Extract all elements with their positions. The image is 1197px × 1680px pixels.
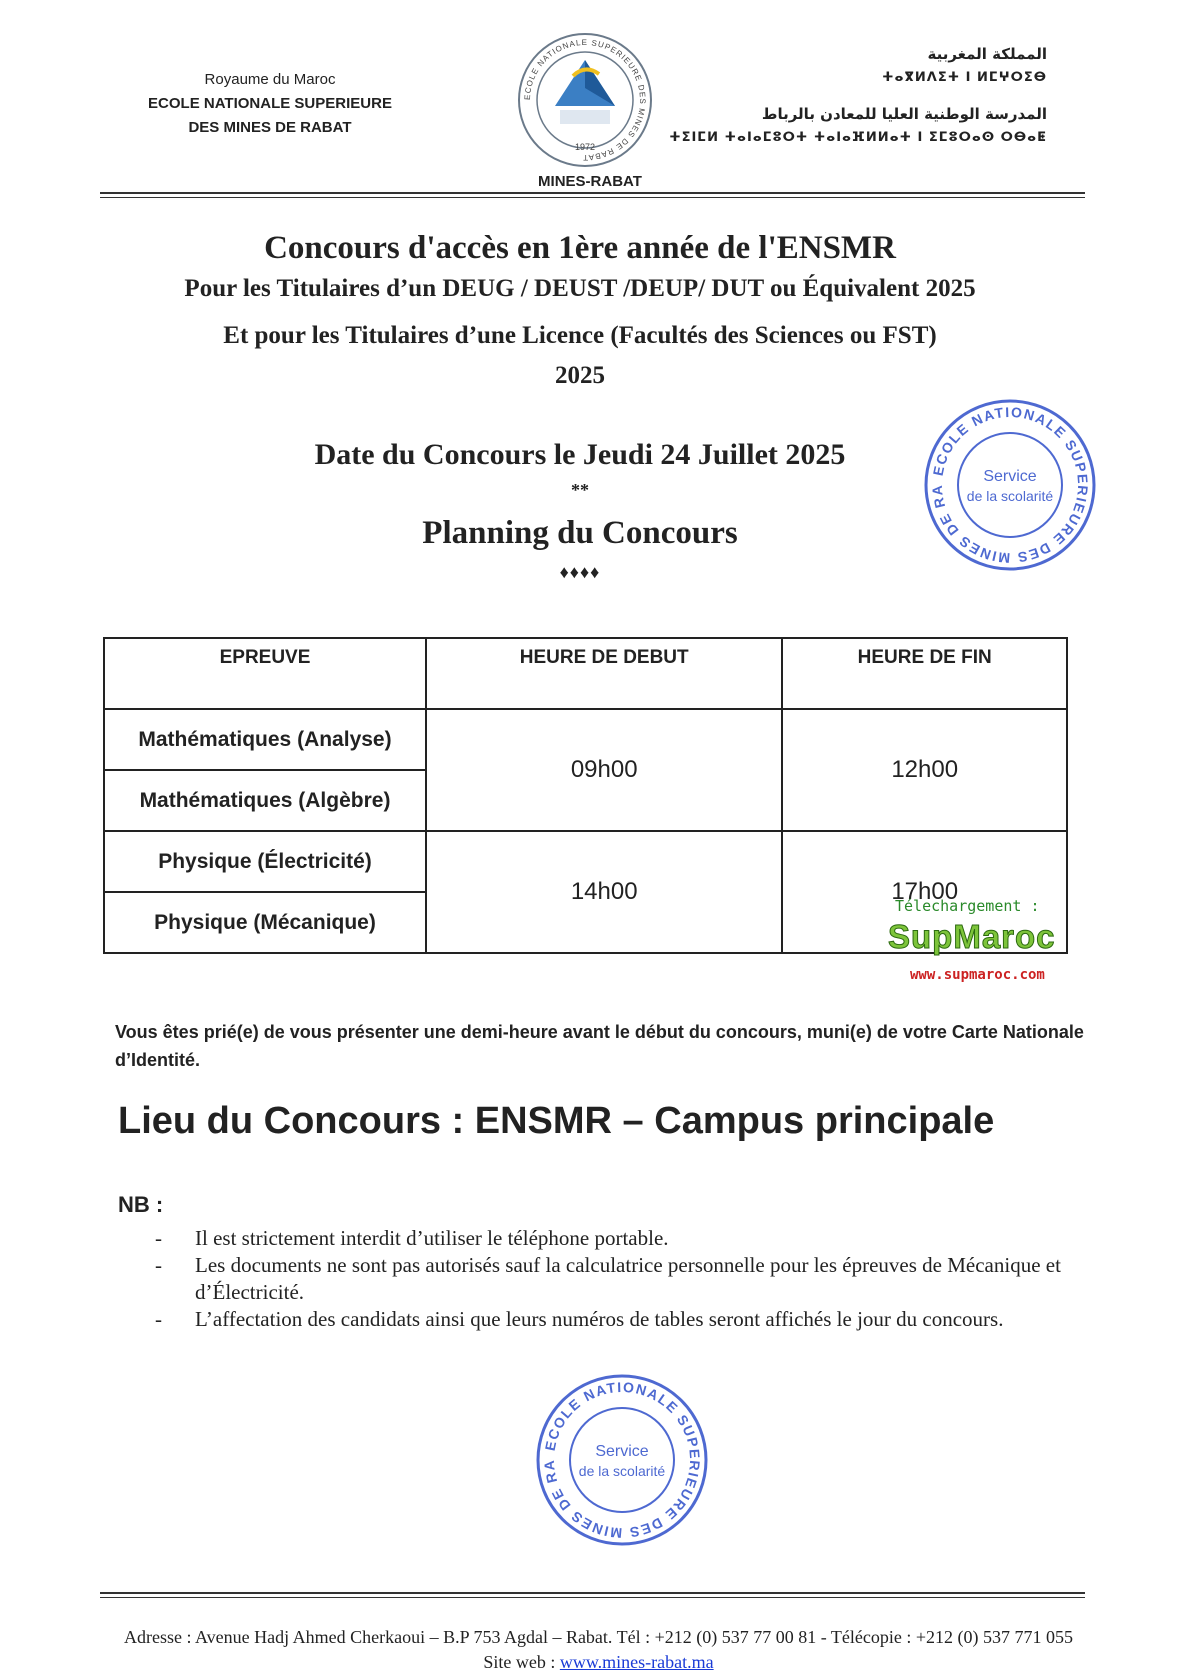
header-divider-thin xyxy=(100,197,1085,198)
epreuve-cell: Physique (Mécanique) xyxy=(104,892,426,953)
footer-site xyxy=(0,1652,1197,1673)
stamp-ring-text: ECOLE NATIONALE SUPERIEURE DES MINES DE RA xyxy=(540,1378,704,1542)
fin-cell: 12h00 xyxy=(782,709,1067,831)
header-arabic xyxy=(667,42,1047,150)
logo-year: 1972 xyxy=(574,142,596,152)
school-name-line1: ECOLE NATIONALE SUPERIEURE xyxy=(148,95,392,112)
page-title: Concours d'accès en 1ère année de l'ENSMR xyxy=(264,230,896,266)
header-divider xyxy=(100,192,1085,194)
watermark-url[interactable]: www.supmaroc.com xyxy=(910,967,1045,983)
school-name-line2: DES MINES DE RABAT xyxy=(188,119,352,136)
planning-title: Planning du Concours xyxy=(422,515,738,551)
logo-ring-text: ECOLE NATIONALE SUPERIEURE DES MINES DE RABAT xyxy=(522,37,648,163)
stamp-ring-text: ECOLE NATIONALE SUPERIEURE DES MINES DE RA xyxy=(928,403,1092,567)
debut-cell: 09h00 xyxy=(426,709,782,831)
epreuve-cell: Physique (Électricité) xyxy=(104,831,426,892)
stamp-center-line1: Service xyxy=(983,468,1037,485)
footer-address: Adresse : Avenue Hadj Ahmed Cherkaoui – B.P 753 Agdal – Rabat. Tél : +212 (0) 537 77 00 81 - Télécopie : +212 (0) 537 771 055 xyxy=(124,1627,1073,1647)
nb-label: NB : xyxy=(118,1192,164,1217)
list-item: - L’affectation des candidats ainsi que leurs numéros de tables seront affichés le jour du concours. xyxy=(150,1306,1090,1333)
watermark-brand-logo: SupMaroc xyxy=(888,918,1056,955)
footer-site-label: Site web : xyxy=(483,1652,560,1672)
epreuve-cell: Mathématiques (Analyse) xyxy=(104,709,426,770)
subtitle-licence: Et pour les Titulaires d’une Licence (Facultés des Sciences ou FST) xyxy=(223,322,937,349)
subtitle-year: 2025 xyxy=(555,362,605,389)
epreuve-cell: Mathématiques (Algèbre) xyxy=(104,770,426,831)
watermark-label: Télechargement : xyxy=(895,897,1040,915)
list-item: - Il est strictement interdit d’utiliser le téléphone portable. xyxy=(150,1225,1090,1252)
stamp-center-line1: Service xyxy=(595,1443,649,1460)
stamp-center-line2: de la scolarité xyxy=(966,488,1054,504)
stamp-bottom xyxy=(532,1370,712,1555)
nb-list xyxy=(150,1225,1090,1333)
stamp-icon xyxy=(532,1370,712,1550)
footer-site-link[interactable]: www.mines-rabat.ma xyxy=(559,1652,714,1672)
separator-stars: ** xyxy=(571,480,589,500)
table-header-row xyxy=(104,638,1067,709)
stamp-top xyxy=(920,395,1100,580)
exam-date: Date du Concours le Jeudi 24 Juillet 2025 xyxy=(314,438,846,471)
fin-cell: 17h00 xyxy=(782,831,1067,953)
header-french xyxy=(120,68,420,140)
notice-text: Vous êtes prié(e) de vous présenter une demi-heure avant le début du concours, muni(e) de votre Carte Nationale d’Identité. xyxy=(115,1022,1084,1070)
logo-caption: MINES-RABAT xyxy=(538,173,642,190)
school-logo xyxy=(515,28,655,173)
table-row xyxy=(104,709,1067,770)
school-logo-icon xyxy=(515,28,655,173)
table-row xyxy=(104,831,1067,892)
column-header-fin: HEURE DE FIN xyxy=(782,638,1067,709)
stamp-icon xyxy=(920,395,1100,575)
debut-cell: 14h00 xyxy=(426,831,782,953)
kingdom-label: Royaume du Maroc xyxy=(204,71,336,88)
kingdom-label-tif: ⵜⴰⴳⵍⴷⵉⵜ ⵏ ⵍⵎⵖⵔⵉⴱ xyxy=(882,70,1047,85)
footer-divider xyxy=(100,1592,1085,1594)
school-name-tif: ⵜⵉⵏⵎⵍ ⵜⴰⵏⴰⵎⵓⵔⵜ ⵜⴰⵏⴰⴼⵍⵍⴰⵜ ⵏ ⵉⵎⵓⵔⴰⵙ ⵔⴱⴰⵟ xyxy=(669,130,1047,145)
kingdom-label-ar: المملكة المغربية xyxy=(927,45,1047,63)
stamp-center-line2: de la scolarité xyxy=(578,1463,666,1479)
separator-diamonds: ♦♦♦♦ xyxy=(559,562,601,582)
column-header-epreuve: EPREUVE xyxy=(104,638,426,709)
school-name-ar: المدرسة الوطنية العليا للمعادن بالرباط xyxy=(761,105,1047,123)
footer-divider-thin xyxy=(100,1597,1085,1598)
column-header-debut: HEURE DE DEBUT xyxy=(426,638,782,709)
list-item: - Les documents ne sont pas autorisés sauf la calculatrice personnelle pour les épreuves de Mécanique et d’Électricité. xyxy=(150,1252,1090,1306)
exam-location: Lieu du Concours : ENSMR – Campus principale xyxy=(118,1100,995,1142)
subtitle-deug: Pour les Titulaires d’un DEUG / DEUST /DEUP/ DUT ou Équivalent 2025 xyxy=(184,275,976,302)
